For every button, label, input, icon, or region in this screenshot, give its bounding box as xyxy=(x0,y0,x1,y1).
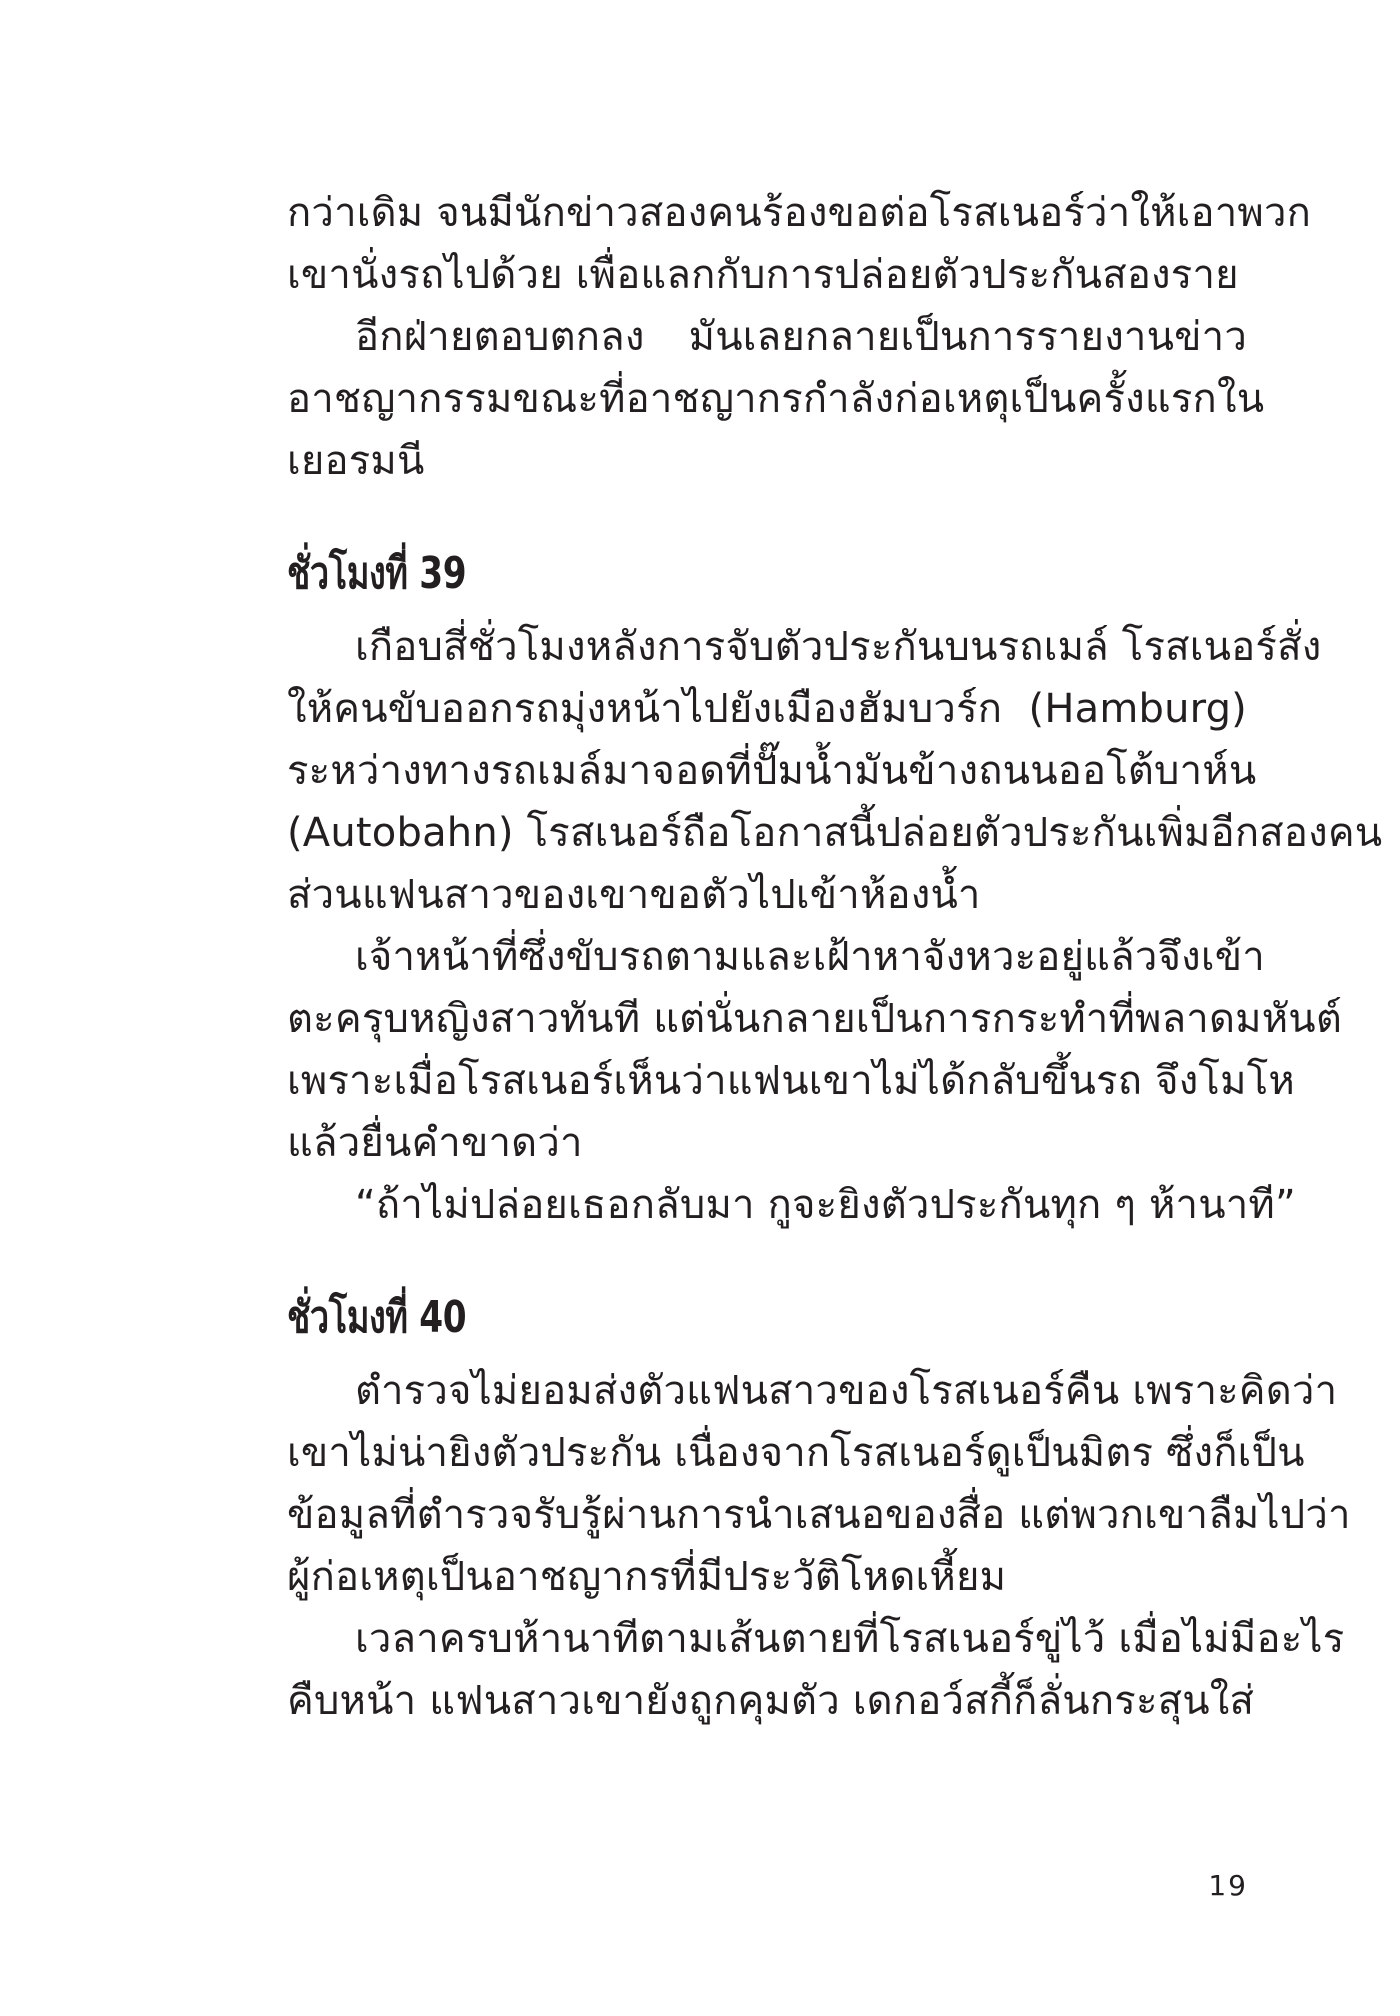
section-39-paragraphs xyxy=(287,616,1383,1236)
intro-paragraphs xyxy=(287,182,1312,492)
text-line: เกือบสี่ชั่วโมงหลังการจับตัวประกันบนรถเมล์ โรสเนอร์สั่ง xyxy=(355,624,1322,670)
text-line: ข้อมูลที่ตำรวจรับรู้ผ่านการนำเสนอของสื่อ แต่พวกเขาลืมไปว่า xyxy=(287,1492,1351,1538)
text-line: คืบหน้า แฟนสาวเขายังถูกคุมตัว เดกอว์สกี้ก็ลั่นกระสุนใส่ xyxy=(287,1678,1255,1724)
text-line: ตะครุบหญิงสาวทันที แต่นั่นกลายเป็นการกระทำที่พลาดมหันต์ xyxy=(287,996,1343,1042)
text-line: ให้คนขับออกรถมุ่งหน้าไปยังเมืองฮัมบวร์ก (Hamburg) xyxy=(287,686,1247,732)
text-line: อาชญากรรมขณะที่อาชญากรกำลังก่อเหตุเป็นครั้งแรกใน xyxy=(287,376,1265,422)
section-heading-40: ชั่วโมงที่ 40 xyxy=(287,1292,467,1343)
text-line: เจ้าหน้าที่ซึ่งขับรถตามและเฝ้าหาจังหวะอยู่แล้วจึงเข้า xyxy=(355,934,1265,980)
text-line: กว่าเดิม จนมีนักข่าวสองคนร้องขอต่อโรสเนอร์ว่าให้เอาพวก xyxy=(287,190,1312,236)
text-line: ผู้ก่อเหตุเป็นอาชญากรที่มีประวัติโหดเหี้ยม xyxy=(287,1554,1007,1600)
text-line: เยอรมนี xyxy=(287,438,425,484)
text-line: เขานั่งรถไปด้วย เพื่อแลกกับการปล่อยตัวประกันสองราย xyxy=(287,252,1239,298)
book-page xyxy=(287,182,1383,1732)
text-line: เขาไม่น่ายิงตัวประกัน เนื่องจากโรสเนอร์ดูเป็นมิตร ซึ่งก็เป็น xyxy=(287,1430,1305,1476)
text-line: เวลาครบห้านาทีตามเส้นตายที่โรสเนอร์ขู่ไว้ เมื่อไม่มีอะไร xyxy=(355,1616,1345,1662)
section-heading-39: ชั่วโมงที่ 39 xyxy=(287,548,467,599)
text-line: แล้วยื่นคำขาดว่า xyxy=(287,1120,583,1166)
section-40-paragraphs xyxy=(287,1360,1351,1732)
page-number: 19 xyxy=(1208,1869,1248,1902)
text-line: อีกฝ่ายตอบตกลง มันเลยกลายเป็นการรายงานข่าว xyxy=(355,314,1247,360)
text-line: เพราะเมื่อโรสเนอร์เห็นว่าแฟนเขาไม่ได้กลับขึ้นรถ จึงโมโห xyxy=(287,1058,1295,1104)
text-line: ตำรวจไม่ยอมส่งตัวแฟนสาวของโรสเนอร์คืน เพราะคิดว่า xyxy=(355,1368,1338,1414)
text-line: (Autobahn) โรสเนอร์ถือโอกาสนี้ปล่อยตัวประกันเพิ่มอีกสองคน xyxy=(287,810,1383,856)
text-line: ส่วนแฟนสาวของเขาขอตัวไปเข้าห้องน้ำ xyxy=(287,872,981,918)
text-line: ระหว่างทางรถเมล์มาจอดที่ปั๊มน้ำมันข้างถนนออโต้บาห์น xyxy=(287,748,1257,794)
quote-line: “ถ้าไม่ปล่อยเธอกลับมา กูจะยิงตัวประกันทุก ๆ ห้านาที” xyxy=(355,1182,1296,1228)
